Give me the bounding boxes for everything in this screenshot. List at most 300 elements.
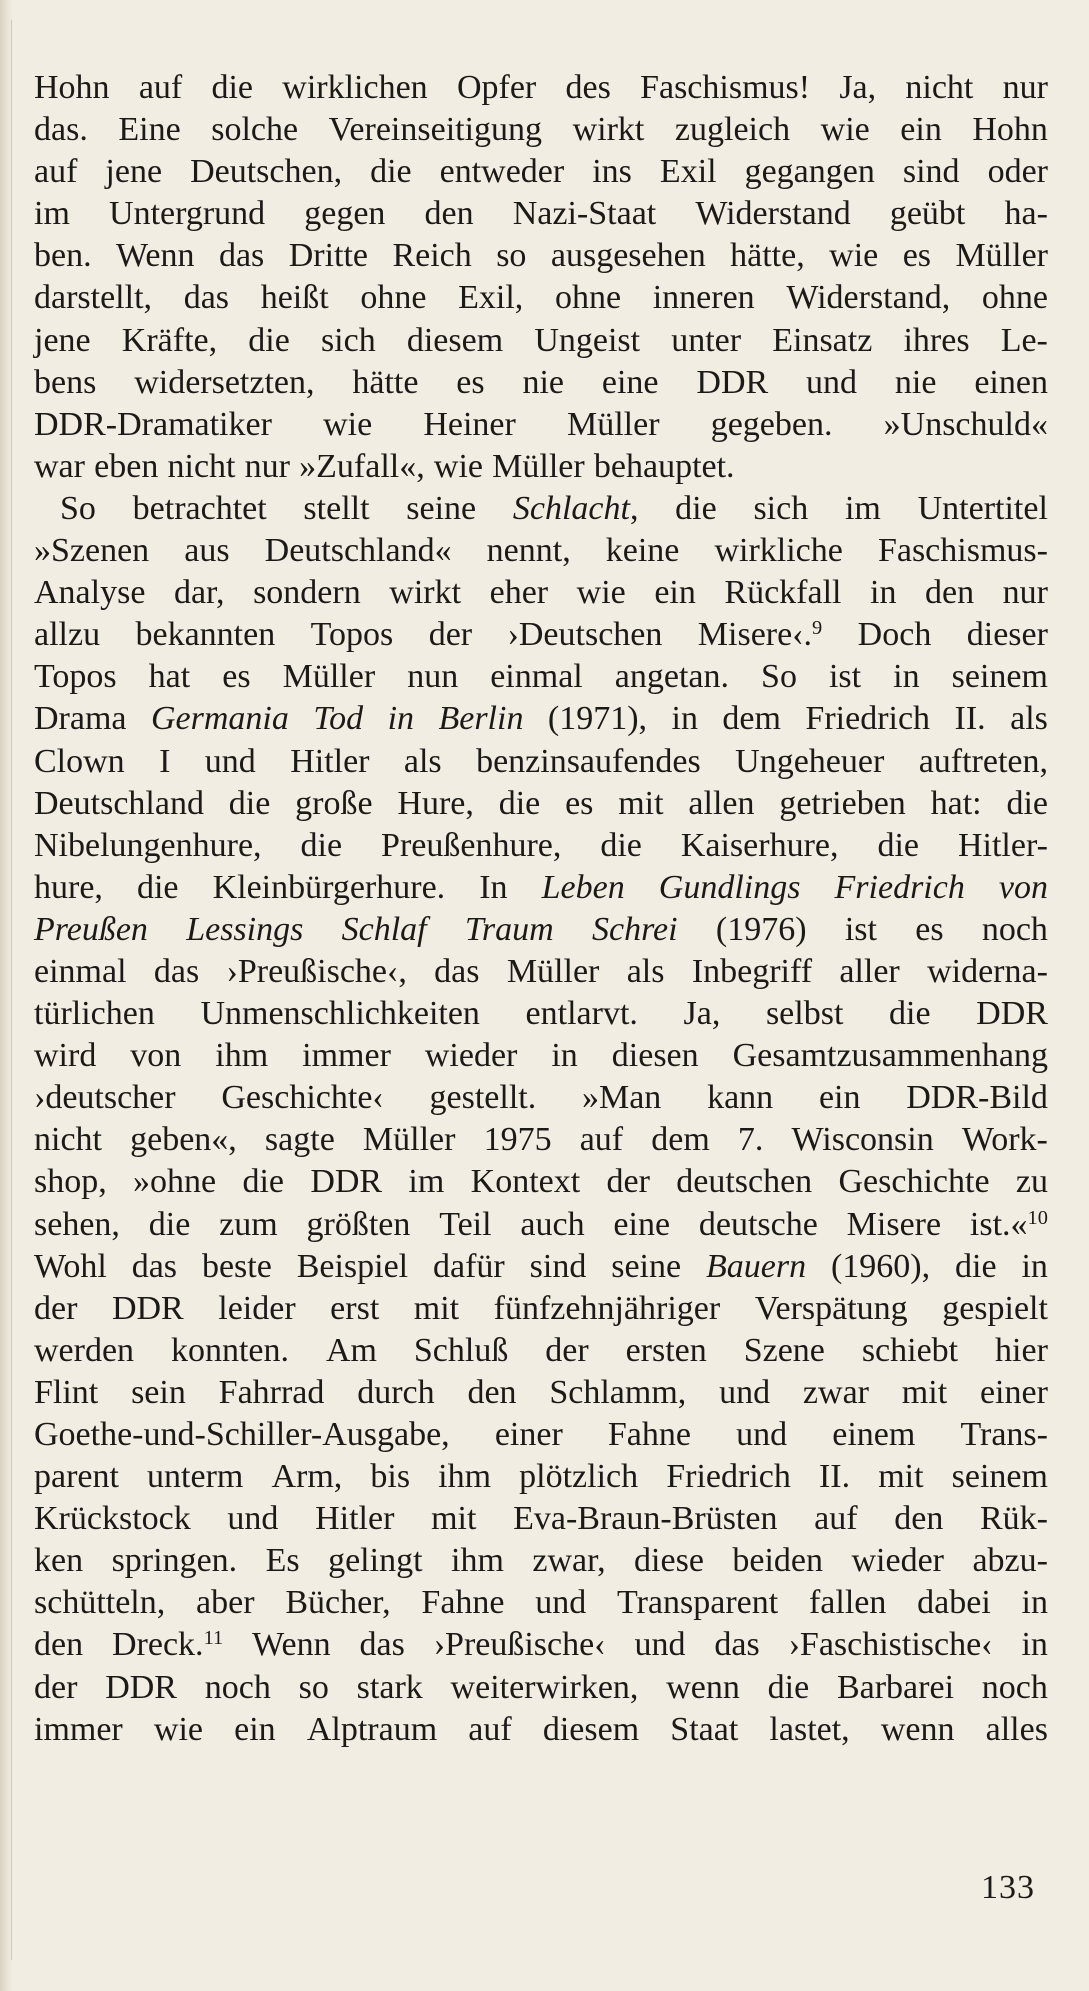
word: ausgesehen: [550, 237, 706, 275]
word: die: [1006, 784, 1048, 822]
word: es: [222, 658, 251, 696]
word: kann: [707, 1079, 774, 1117]
text-line: [34, 277, 1048, 319]
word: Fahne: [607, 1416, 691, 1453]
word: Rückfall: [724, 574, 842, 612]
word: Es: [265, 1542, 300, 1580]
word: oder: [987, 153, 1048, 191]
word: seinem: [951, 1458, 1048, 1496]
text-line: [34, 867, 1048, 909]
word: beiden: [732, 1542, 824, 1580]
word: Clown: [34, 742, 125, 780]
word: das: [153, 952, 200, 990]
word: Hitler-: [957, 826, 1048, 864]
word: Friedrich: [834, 868, 965, 906]
word: diesem: [406, 321, 504, 359]
word: Hohn: [34, 69, 110, 106]
word: Untertitel: [917, 489, 1048, 527]
text-line: [34, 151, 1048, 193]
word: entlarvt.: [525, 995, 638, 1033]
word: mit: [431, 1500, 477, 1538]
text-line: [34, 1667, 1048, 1709]
word: das: [183, 279, 230, 317]
word: die: [498, 784, 541, 822]
word: Flint: [34, 1373, 99, 1411]
word: »Unschuld«: [883, 405, 1048, 443]
word: noch: [981, 910, 1048, 948]
word: und: [806, 363, 858, 401]
word: Work-: [961, 1121, 1048, 1159]
word: aller: [839, 952, 900, 990]
word: nur: [244, 447, 290, 485]
word: aus: [184, 532, 230, 570]
word: eine: [601, 363, 659, 401]
word: die: [675, 489, 717, 527]
word: ›Preußische‹,: [226, 952, 407, 990]
word: zu: [1015, 1163, 1048, 1201]
word: schütteln,: [34, 1584, 166, 1622]
word: (1971),: [547, 700, 648, 738]
text-line: [34, 909, 1048, 951]
word: (1960),: [830, 1247, 931, 1285]
word: einem: [832, 1416, 916, 1453]
word: mit: [618, 784, 664, 822]
word: zwar: [802, 1373, 869, 1411]
text-line: [34, 320, 1048, 362]
word: betrachtet: [132, 489, 267, 527]
word: Leben: [541, 868, 625, 906]
word: heißt: [260, 279, 329, 317]
word: die: [242, 1163, 284, 1201]
word: die: [877, 826, 920, 864]
text-line: [34, 1414, 1048, 1456]
word: solche: [211, 111, 299, 149]
text-line: [34, 741, 1048, 783]
word: Bücher,: [285, 1584, 391, 1622]
word: mit: [878, 1458, 924, 1496]
word: und: [204, 742, 256, 780]
word: inneren: [652, 279, 755, 317]
word: Fahrrad: [218, 1373, 325, 1411]
text-line: [34, 404, 1048, 446]
word: nicht: [34, 1121, 102, 1159]
word: es: [902, 237, 932, 275]
word: nun: [407, 658, 459, 696]
word: die: [889, 995, 931, 1033]
word: In: [479, 868, 508, 906]
word: ben.: [34, 237, 92, 275]
word: DDR: [310, 1163, 383, 1201]
word: und: [736, 1416, 788, 1453]
word: Müller: [567, 405, 660, 443]
word: Deutschen,: [190, 153, 343, 191]
word: im: [34, 195, 70, 233]
word: hat: [148, 658, 191, 696]
text-line: [34, 1119, 1048, 1161]
word: ›Preußische‹: [433, 1626, 606, 1664]
word: Rük-: [980, 1500, 1048, 1538]
word: von: [130, 1037, 182, 1075]
text-line: [34, 656, 1048, 698]
word: ihm: [215, 1037, 269, 1075]
word: unter: [671, 321, 742, 359]
word: Trans-: [960, 1416, 1048, 1453]
word: in: [551, 1037, 578, 1075]
word: größten: [306, 1205, 411, 1243]
word: Kleinbürgerhure.: [212, 868, 446, 906]
word: Friedrich: [666, 1458, 791, 1496]
word: Wisconsin: [791, 1121, 934, 1159]
word: Wenn: [252, 1626, 331, 1664]
word: ken: [34, 1542, 84, 1580]
word: es: [456, 363, 485, 401]
word: Kräfte,: [121, 321, 218, 359]
word: widersetzten,: [134, 363, 315, 401]
text-line: [34, 1035, 1048, 1077]
word: als: [403, 742, 442, 780]
word: das.: [34, 111, 88, 149]
word: II.: [818, 1458, 851, 1496]
text-line: [34, 235, 1048, 277]
word: nicht: [167, 447, 236, 485]
text-line: [34, 825, 1048, 867]
word: ein: [654, 574, 696, 612]
word: Kaiserhure,: [680, 826, 839, 864]
word: Doch: [857, 616, 932, 654]
word: der: [428, 616, 473, 654]
text-line: [34, 530, 1048, 572]
text-line: [34, 783, 1048, 825]
word: mit: [413, 1289, 460, 1327]
word: Gesamtzusammenhang: [732, 1037, 1048, 1075]
word: ohne: [360, 279, 427, 317]
word: eine: [613, 1205, 671, 1243]
word: Exil,: [458, 279, 524, 317]
text-line: [34, 109, 1048, 151]
word: (1976): [715, 910, 807, 948]
text-line: [34, 572, 1048, 614]
word: getrieben: [779, 784, 906, 822]
word: einer: [979, 1373, 1048, 1411]
word: einmal: [34, 952, 127, 990]
word: eben: [94, 447, 159, 485]
word: konnten.: [170, 1331, 290, 1369]
word: als: [1010, 700, 1048, 738]
word: Hohn: [972, 111, 1048, 149]
word: im: [844, 489, 881, 527]
word: Preußen: [34, 910, 148, 948]
word: wirkt: [389, 574, 462, 612]
word: angetan.: [614, 658, 729, 696]
word: stellt: [303, 489, 370, 527]
text-line: [34, 488, 1048, 530]
word: gegen: [304, 195, 386, 233]
word: Opfer: [456, 69, 537, 106]
word: den: [467, 1373, 517, 1411]
word: hätte,: [730, 237, 805, 275]
word: Widerstand,: [786, 279, 951, 317]
word: Verspätung: [754, 1289, 908, 1327]
word: die: [248, 321, 290, 359]
word: war: [34, 447, 85, 485]
word: stark: [356, 1668, 423, 1706]
word: benzinsaufendes: [476, 742, 701, 780]
word: in: [671, 700, 698, 738]
body-text: [34, 67, 1048, 1751]
word: DDR-Bild: [906, 1079, 1048, 1117]
word: hure,: [34, 868, 103, 906]
word: sondern: [253, 574, 361, 612]
word: behauptet.: [593, 447, 735, 485]
word: ist: [844, 910, 877, 948]
word: Müller: [506, 952, 600, 990]
text-line: [34, 1288, 1048, 1330]
word: Staat: [670, 1710, 739, 1748]
word: mit: [901, 1373, 948, 1411]
word: und: [634, 1626, 686, 1664]
word: Ja,: [683, 995, 721, 1033]
word: wie: [829, 237, 879, 275]
word: wirklichen: [282, 69, 428, 106]
page-number: 133: [981, 1869, 1035, 1906]
text-line: [34, 1161, 1048, 1203]
word: ›deutscher: [34, 1079, 176, 1117]
word: Schluß: [413, 1331, 509, 1369]
text-line: [34, 1077, 1048, 1119]
word: auf: [814, 1500, 858, 1538]
word: unterm: [147, 1458, 244, 1496]
word: Nazi-Staat: [512, 195, 657, 233]
text-line: [34, 1246, 1048, 1288]
text-line: [34, 1624, 1048, 1666]
word: diesem: [542, 1710, 640, 1748]
word: diesen: [611, 1037, 699, 1075]
page-gutter-edge: [11, 20, 12, 1960]
word: ein: [900, 111, 942, 149]
word: Transparent: [617, 1584, 779, 1622]
word: weiterwirken,: [450, 1668, 639, 1706]
word: Deutschland: [34, 784, 204, 822]
word: ihres: [903, 321, 970, 359]
word: dar,: [173, 574, 225, 612]
word: dem: [651, 1121, 710, 1159]
word: zugleich: [674, 111, 791, 149]
word: auf: [579, 1121, 624, 1159]
word: ist: [828, 658, 862, 696]
word: deutsche: [698, 1205, 818, 1243]
word: shop,: [34, 1163, 107, 1201]
word: Müller: [955, 237, 1048, 275]
word: und: [227, 1500, 279, 1538]
word: in: [387, 700, 415, 738]
word: DDR: [111, 1289, 184, 1327]
word: schiebt: [861, 1331, 959, 1369]
word: dieser: [966, 616, 1048, 654]
word: auf: [468, 1710, 512, 1748]
word: dem: [722, 700, 781, 738]
word: Preußenhure,: [381, 826, 562, 864]
word: bekannten: [135, 616, 276, 654]
word: Fahne: [421, 1584, 505, 1622]
word: I: [159, 742, 171, 780]
word: einmal: [490, 658, 583, 696]
word: und: [535, 1584, 587, 1622]
word: auf: [34, 153, 78, 191]
word: türlichen: [34, 995, 155, 1033]
word: Krückstock: [34, 1500, 191, 1538]
word: Misere‹.$^9$: [697, 616, 823, 654]
word: gelingt: [328, 1542, 423, 1580]
word: Dreck.$^{11}$: [112, 1626, 224, 1664]
text-line: [34, 1498, 1048, 1540]
word: »Man: [581, 1079, 662, 1117]
word: nie: [894, 363, 937, 401]
word: auf: [138, 69, 183, 106]
word: immer: [302, 1037, 391, 1075]
word: auch: [520, 1205, 585, 1243]
word: zum: [219, 1205, 278, 1243]
word: im: [408, 1163, 445, 1201]
word: durch: [357, 1373, 435, 1411]
word: Gundlings: [658, 868, 801, 906]
footnote-marker: 11: [203, 1627, 224, 1650]
word: dabei: [917, 1584, 991, 1622]
word: immer: [34, 1710, 123, 1748]
text-line: [34, 1330, 1048, 1372]
word: ›Deutschen: [507, 616, 663, 654]
word: einen: [974, 363, 1048, 401]
text-line: [34, 67, 1048, 109]
word: hier: [995, 1331, 1048, 1369]
word: große: [295, 784, 373, 822]
word: gegeben.: [710, 405, 833, 443]
word: des: [565, 69, 611, 106]
word: So: [761, 658, 797, 696]
word: nie: [522, 363, 565, 401]
word: noch: [981, 1668, 1048, 1706]
word: den: [925, 574, 975, 612]
word: wenn: [666, 1668, 740, 1706]
word: Eva-Braun-Brüsten: [513, 1500, 778, 1538]
word: lastet,: [769, 1710, 850, 1748]
word: der: [606, 1163, 650, 1201]
word: Müller: [362, 1121, 456, 1159]
word: Goethe-und-Schiller-Ausgabe,: [34, 1416, 450, 1453]
word: Germania: [150, 700, 289, 738]
word: bens: [34, 363, 97, 401]
word: deutschen: [676, 1163, 813, 1201]
word: in: [1021, 1626, 1048, 1664]
word: allzu: [34, 616, 101, 654]
word: aber: [196, 1584, 255, 1622]
word: sind: [902, 153, 960, 191]
word: gespielt: [942, 1289, 1048, 1327]
text-line: [34, 446, 1048, 488]
word: entweder: [439, 153, 565, 191]
word: in: [1021, 1247, 1048, 1285]
text-line: [34, 993, 1048, 1035]
word: jene: [34, 321, 91, 359]
footnote-marker: 10: [1027, 1206, 1048, 1229]
word: Analyse: [34, 574, 146, 612]
word: so: [496, 237, 527, 275]
word: in: [1021, 1584, 1048, 1622]
word: Unmenschlichkeiten: [200, 995, 480, 1033]
word: Vereinseitigung: [328, 111, 543, 149]
word: ohne: [981, 279, 1048, 317]
footnote-marker: 9: [812, 617, 823, 639]
word: Schrei: [592, 910, 678, 948]
word: Kontext: [470, 1163, 581, 1201]
word: Hitler: [315, 1500, 395, 1538]
word: Tod: [313, 700, 364, 738]
word: sind: [529, 1247, 587, 1285]
word: den: [424, 195, 474, 233]
word: in: [893, 658, 920, 696]
word: leider: [218, 1289, 296, 1327]
word: die: [767, 1668, 810, 1706]
word: seine: [611, 1247, 682, 1285]
word: ins: [592, 153, 632, 191]
word: Misere: [846, 1205, 942, 1243]
word: springen.: [111, 1542, 238, 1580]
word: Heiner: [423, 405, 516, 443]
word: Beispiel: [296, 1247, 409, 1285]
word: das: [359, 1626, 405, 1664]
word: die: [955, 1247, 997, 1285]
word: DDR: [976, 995, 1048, 1033]
word: Alptraum: [306, 1710, 438, 1748]
word: ihm: [438, 1458, 492, 1496]
word: Traum: [464, 910, 554, 948]
word: noch: [204, 1668, 271, 1706]
word: Reich: [392, 237, 472, 275]
word: bis: [370, 1458, 411, 1496]
word: nur: [1002, 574, 1048, 612]
word: DDR: [696, 363, 769, 401]
word: »Szenen: [34, 532, 150, 570]
word: selbst: [765, 995, 844, 1033]
word: Müller: [282, 658, 376, 696]
word: Müller: [492, 447, 585, 485]
text-line: [34, 1372, 1048, 1414]
word: wie: [433, 447, 483, 485]
word: seine: [406, 489, 477, 527]
word: dafür: [433, 1247, 505, 1285]
word: gegangen: [744, 153, 875, 191]
word: geben«,: [130, 1121, 237, 1159]
word: ›Faschistische‹: [788, 1626, 993, 1664]
word: die: [300, 826, 343, 864]
word: jene: [105, 153, 163, 191]
word: die: [370, 153, 412, 191]
word: Bauern: [705, 1247, 807, 1285]
word: Eine: [118, 111, 181, 149]
text-line: [34, 1582, 1048, 1624]
word: Dritte: [288, 237, 369, 275]
word: Teil: [439, 1205, 492, 1243]
word: Hitler: [290, 742, 370, 780]
word: wirkt: [572, 111, 645, 149]
word: So: [60, 489, 96, 527]
word: Untergrund: [109, 195, 266, 233]
word: Hure,: [397, 784, 474, 822]
word: seinem: [951, 658, 1048, 696]
word: Berlin: [438, 700, 524, 738]
word: ein: [818, 1079, 861, 1117]
word: wieder: [851, 1542, 944, 1580]
word: es: [565, 784, 594, 822]
